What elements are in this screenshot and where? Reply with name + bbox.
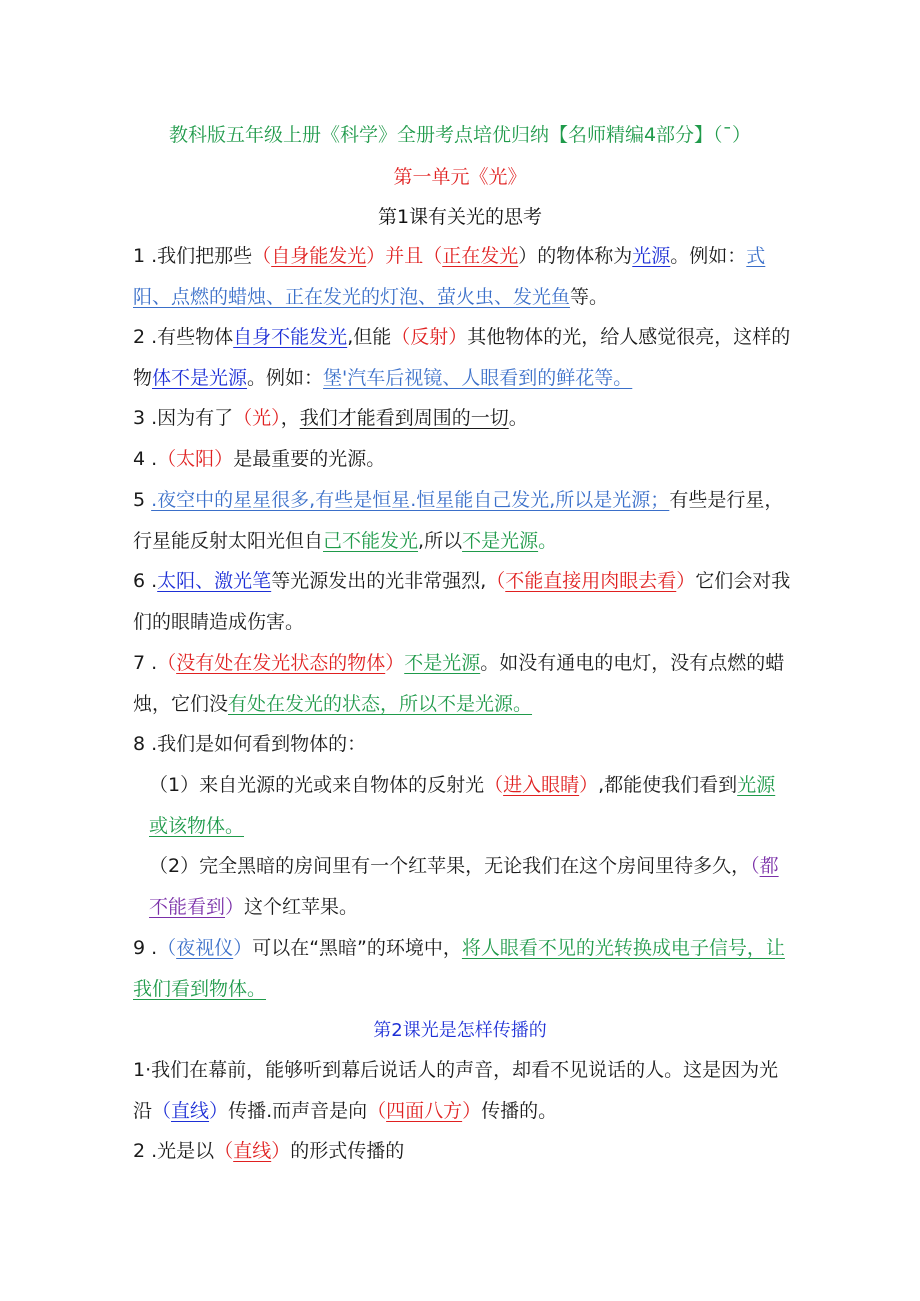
item-2-text: 。例如： xyxy=(247,366,324,389)
item-7-explanation: 有处在发光的状态，所以不是光源。 xyxy=(228,692,533,715)
examples-non-sources: 堡'汽车后视镜、人眼看到的鲜花等。 xyxy=(323,366,633,389)
lesson2-item-2-text: 2 .光是以 xyxy=(133,1140,215,1162)
paren-open: （ xyxy=(484,774,504,796)
paren-open: （ xyxy=(486,570,506,592)
answer-emitting-light: 正在发光 xyxy=(442,245,519,267)
paren-close: ） xyxy=(676,570,696,592)
item-9-text: 9 . xyxy=(133,937,158,959)
lesson2-item-2-text: 的形式传播的 xyxy=(290,1140,405,1162)
term-light-source: 光源 xyxy=(632,245,671,267)
answer-not-light-source: 体不是光源 xyxy=(152,366,248,389)
item-1-text: ）的物体称为 xyxy=(518,245,633,267)
item-8-1-text: ,都能使我们看到 xyxy=(598,774,738,796)
item-6-text: 它们会对我们的眼睛造成伤害。 xyxy=(133,570,791,633)
item-9-text: 可以在“黑暗”的环境中， xyxy=(252,937,462,959)
answer-night-vision: 夜视仪 xyxy=(176,937,234,959)
answer-not-light-source: 不是光源 xyxy=(404,652,481,674)
answer-self-luminous: 自身能发光 xyxy=(271,245,367,267)
item-1-text: 等。 xyxy=(570,285,609,308)
item-3-underlined: 我们才能看到周围的一切 xyxy=(299,407,509,429)
examples-strong-sources: 太阳、激光笔 xyxy=(157,570,272,592)
answer-sun: （太阳） xyxy=(157,448,234,470)
item-4-text: 是最重要的光源。 xyxy=(233,448,386,470)
unit-heading: 第一单元《光》 xyxy=(393,166,527,188)
paren-close: ） xyxy=(271,1140,291,1162)
lesson-1-heading: 第1课有关光的思考 xyxy=(377,206,543,228)
paren-close: ） xyxy=(233,937,253,959)
item-8-1 xyxy=(149,765,793,846)
item-6 xyxy=(133,561,793,642)
item-1-text: 1 .我们把那些 xyxy=(133,245,253,267)
paren-open: （ xyxy=(423,245,443,267)
paren-open: （ xyxy=(214,1140,234,1162)
paren-close: ）并且 xyxy=(366,245,424,267)
lesson2-item-1-text: 传播的。 xyxy=(481,1099,558,1122)
item-8-2-text: （2）完全黑暗的房间里有一个红苹果，无论我们在这个房间里待多久， xyxy=(149,855,751,877)
item-7-text: 。如没有通电的电灯，没有点燃的蜡烛，它们没 xyxy=(133,652,785,715)
item-8-2-text: 这个红苹果。 xyxy=(244,895,359,918)
item-5-text: ,所以 xyxy=(418,529,463,552)
item-9 xyxy=(133,928,793,1009)
paren-open: （ xyxy=(157,937,177,959)
answer-straight-line: 直线 xyxy=(233,1140,272,1162)
item-4-text: 4 . xyxy=(133,448,158,470)
lesson2-item-1-text: 1·我们在幕前，能够听到幕后说话人的声音，却看不见说话的人。这是因为光沿 xyxy=(133,1059,779,1122)
item-1-text: 。例如： xyxy=(670,245,747,267)
paren-close: ） xyxy=(209,1099,229,1122)
paren-close: ） xyxy=(462,1099,482,1122)
item-3-text: 3 .因为有了 xyxy=(133,407,234,429)
answer-source-or-object: 光源或该物体。 xyxy=(149,774,776,837)
item-6-text: 等光源发出的光非常强烈, xyxy=(271,570,487,592)
answer-light: （光） xyxy=(233,407,281,429)
answer-not-emitting-objects: 没有处在发光状态的物体 xyxy=(176,652,386,674)
answer-reflect: （反射） xyxy=(391,326,468,348)
paren-open: （ xyxy=(157,652,177,674)
answer-cannot-see: 都不能看到 xyxy=(149,855,779,918)
item-8-2 xyxy=(149,846,793,927)
item-5-text: 有些是行星，行星能反射太阳光但自 xyxy=(133,489,784,552)
answer-straight-line: 直线 xyxy=(171,1099,210,1122)
answer-convert-light: 将人眼看不见的光转换成电子信号，让我们看到物体。 xyxy=(133,937,785,1000)
lesson-2-heading: 第2课光是怎样传播的 xyxy=(373,1020,547,1041)
answer-not-self-luminous: 自身不能发光 xyxy=(233,326,348,348)
item-5 xyxy=(133,480,793,561)
item-2 xyxy=(133,317,793,398)
answer-do-not-look: 不能直接用肉眼去看 xyxy=(505,570,677,592)
paren-open: （ xyxy=(367,1099,387,1122)
paren-close: ） xyxy=(579,774,599,796)
item-4 xyxy=(133,439,793,480)
answer-cannot-emit: 己不能发光 xyxy=(323,529,419,552)
item-6-text: 6 . xyxy=(133,570,158,592)
lesson2-item-2 xyxy=(133,1131,793,1172)
paren-open: （ xyxy=(750,855,760,877)
lesson2-item-1 xyxy=(133,1050,793,1131)
answer-not-source: 不是光源 xyxy=(462,529,539,552)
item-5-period: 。 xyxy=(538,529,558,552)
item-1 xyxy=(133,236,793,317)
item-2-text: 2 .有些物体 xyxy=(133,326,234,348)
paren-close: ） xyxy=(385,652,405,674)
item-3-text: ， xyxy=(280,407,300,429)
item-3 xyxy=(133,398,793,439)
item-2-text: ,但能 xyxy=(347,326,392,348)
item-7-text: 7 . xyxy=(133,652,158,674)
item-7 xyxy=(133,643,793,724)
paren-close: ） xyxy=(225,895,245,918)
lesson2-item-1-text: 传播.而声音是向 xyxy=(228,1099,368,1122)
answer-all-directions: 四面八方 xyxy=(386,1099,463,1122)
item-5-text: 5 xyxy=(133,489,152,511)
item-2-text: 其他物体的光，给人感觉很亮，这样的物 xyxy=(133,326,791,389)
answer-enter-eyes: 进入眼睛 xyxy=(503,774,580,796)
paren-open: （ xyxy=(252,245,272,267)
item-3-text: 。 xyxy=(508,407,528,429)
document-title: 教科版五年级上册《科学》全册考点培优归纳【名师精编4部分】（¯） xyxy=(168,124,752,146)
paren-open: （ xyxy=(152,1099,172,1122)
item-8-1-text: （1）来自光源的光或来自物体的反射光 xyxy=(149,774,485,796)
examples-light-sources: 式阳、点燃的蜡烛、正在发光的灯泡、萤火虫、发光鱼 xyxy=(133,245,766,308)
item-8-text: 8 .我们是如何看到物体的： xyxy=(133,733,367,755)
item-8 xyxy=(133,724,793,765)
stars-statement: .夜空中的星星很多,有些是恒星.恒星能自己发光,所以是光源； xyxy=(151,489,670,511)
